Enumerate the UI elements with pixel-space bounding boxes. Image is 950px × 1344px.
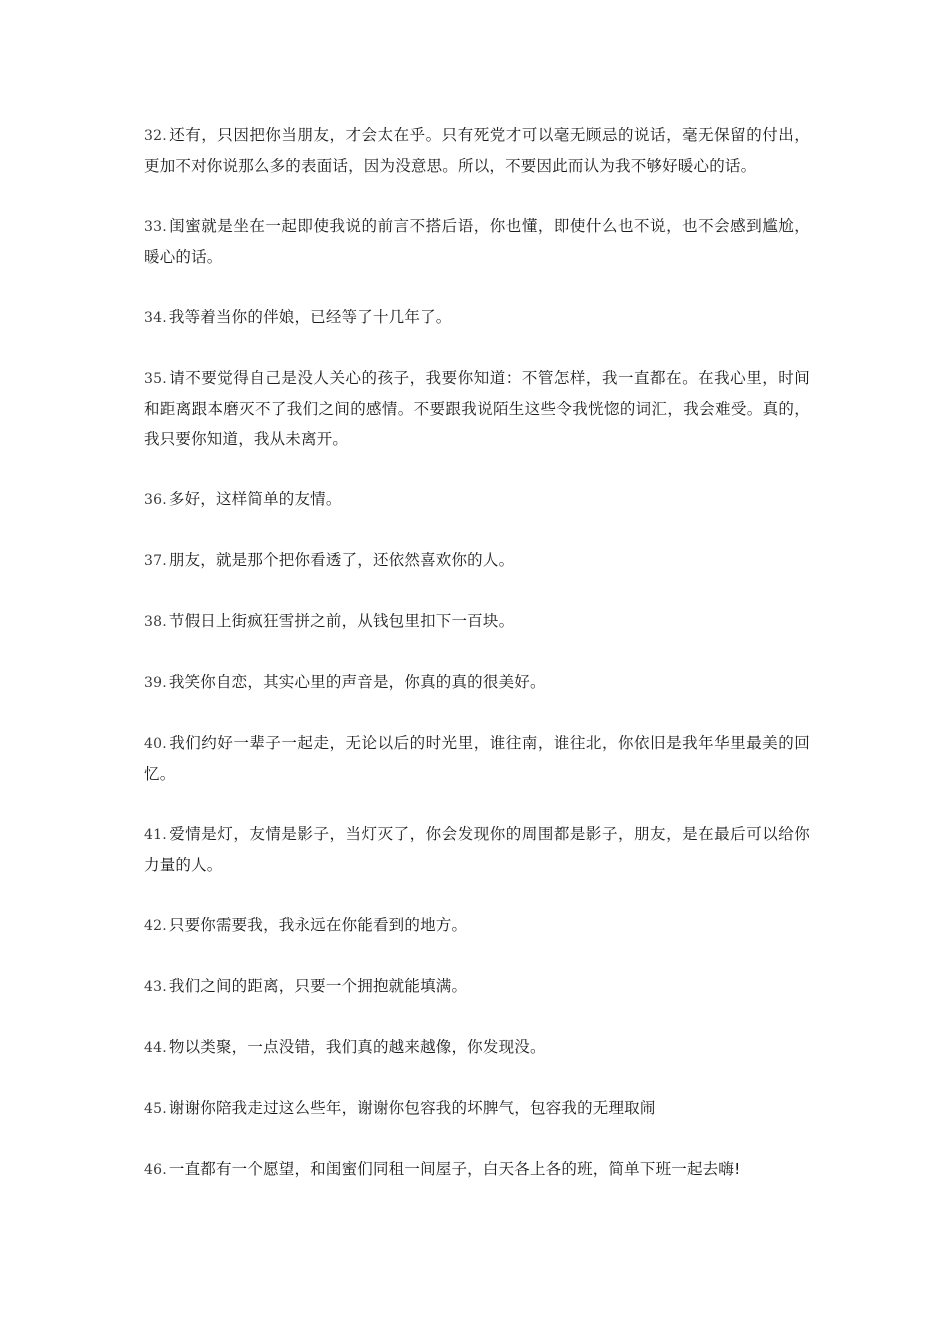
- item-number: 43.: [144, 979, 167, 995]
- item-number: 41.: [144, 827, 167, 843]
- item-text: 多好，这样简单的友情。: [168, 490, 342, 508]
- list-item: [144, 971, 810, 1002]
- item-number: 42.: [144, 918, 167, 934]
- item-text: 还有，只因把你当朋友，才会太在乎。只有死党才可以毫无顾忌的说话，毫无保留的付出，更加不对你说那么多的表面话，因为没意思。所以，不要因此而认为我不够好暖心的话。: [144, 126, 810, 175]
- list-item: [144, 484, 810, 515]
- item-number: 33.: [144, 219, 167, 235]
- item-number: 32.: [144, 128, 167, 144]
- item-text: 请不要觉得自己是没人关心的孩子，我要你知道：不管怎样，我一直都在。在我心里，时间和距离跟本磨灭不了我们之间的感情。不要跟我说陌生这些令我恍惚的词汇，我会难受。真的，我只要你知道，我从未离开。: [144, 369, 810, 448]
- list-item: [144, 1154, 810, 1185]
- list-item: [144, 1093, 810, 1124]
- item-text: 一直都有一个愿望，和闺蜜们同租一间屋子，白天各上各的班，简单下班一起去嗨!: [168, 1160, 741, 1178]
- item-number: 45.: [144, 1101, 167, 1117]
- item-text: 我们约好一辈子一起走，无论以后的时光里，谁往南，谁往北，你依旧是我年华里最美的回忆。: [144, 734, 810, 783]
- list-item: [144, 910, 810, 941]
- item-number: 37.: [144, 553, 167, 569]
- item-text: 我笑你自恋，其实心里的声音是，你真的真的很美好。: [168, 673, 546, 691]
- item-text: 朋友，就是那个把你看透了，还依然喜欢你的人。: [168, 551, 515, 569]
- item-number: 36.: [144, 492, 167, 508]
- list-item: [144, 545, 810, 576]
- list-item: [144, 211, 810, 272]
- document-body: [144, 120, 810, 1215]
- item-number: 38.: [144, 614, 167, 630]
- item-text: 节假日上街疯狂雪拼之前，从钱包里扣下一百块。: [168, 612, 515, 630]
- list-item: [144, 728, 810, 789]
- item-text: 谢谢你陪我走过这么些年，谢谢你包容我的坏脾气，包容我的无理取闹: [168, 1099, 656, 1117]
- list-item: [144, 302, 810, 333]
- item-number: 35.: [144, 371, 167, 387]
- list-item: [144, 1032, 810, 1063]
- item-text: 我等着当你的伴娘，已经等了十几年了。: [168, 308, 452, 326]
- list-item: [144, 606, 810, 637]
- list-item: [144, 667, 810, 698]
- list-item: [144, 363, 810, 454]
- item-number: 39.: [144, 675, 167, 691]
- item-text: 我们之间的距离，只要一个拥抱就能填满。: [168, 977, 468, 995]
- item-text: 只要你需要我，我永远在你能看到的地方。: [168, 916, 468, 934]
- item-number: 34.: [144, 310, 167, 326]
- item-text: 爱情是灯，友情是影子，当灯灭了，你会发现你的周围都是影子，朋友，是在最后可以给你力量的人。: [144, 825, 810, 874]
- item-number: 44.: [144, 1040, 167, 1056]
- item-number: 46.: [144, 1162, 167, 1178]
- item-number: 40.: [144, 736, 167, 752]
- item-text: 物以类聚，一点没错，我们真的越来越像，你发现没。: [168, 1038, 546, 1056]
- list-item: [144, 819, 810, 880]
- list-item: [144, 120, 810, 181]
- item-text: 闺蜜就是坐在一起即使我说的前言不搭后语，你也懂，即使什么也不说，也不会感到尴尬，暖心的话。: [144, 217, 810, 266]
